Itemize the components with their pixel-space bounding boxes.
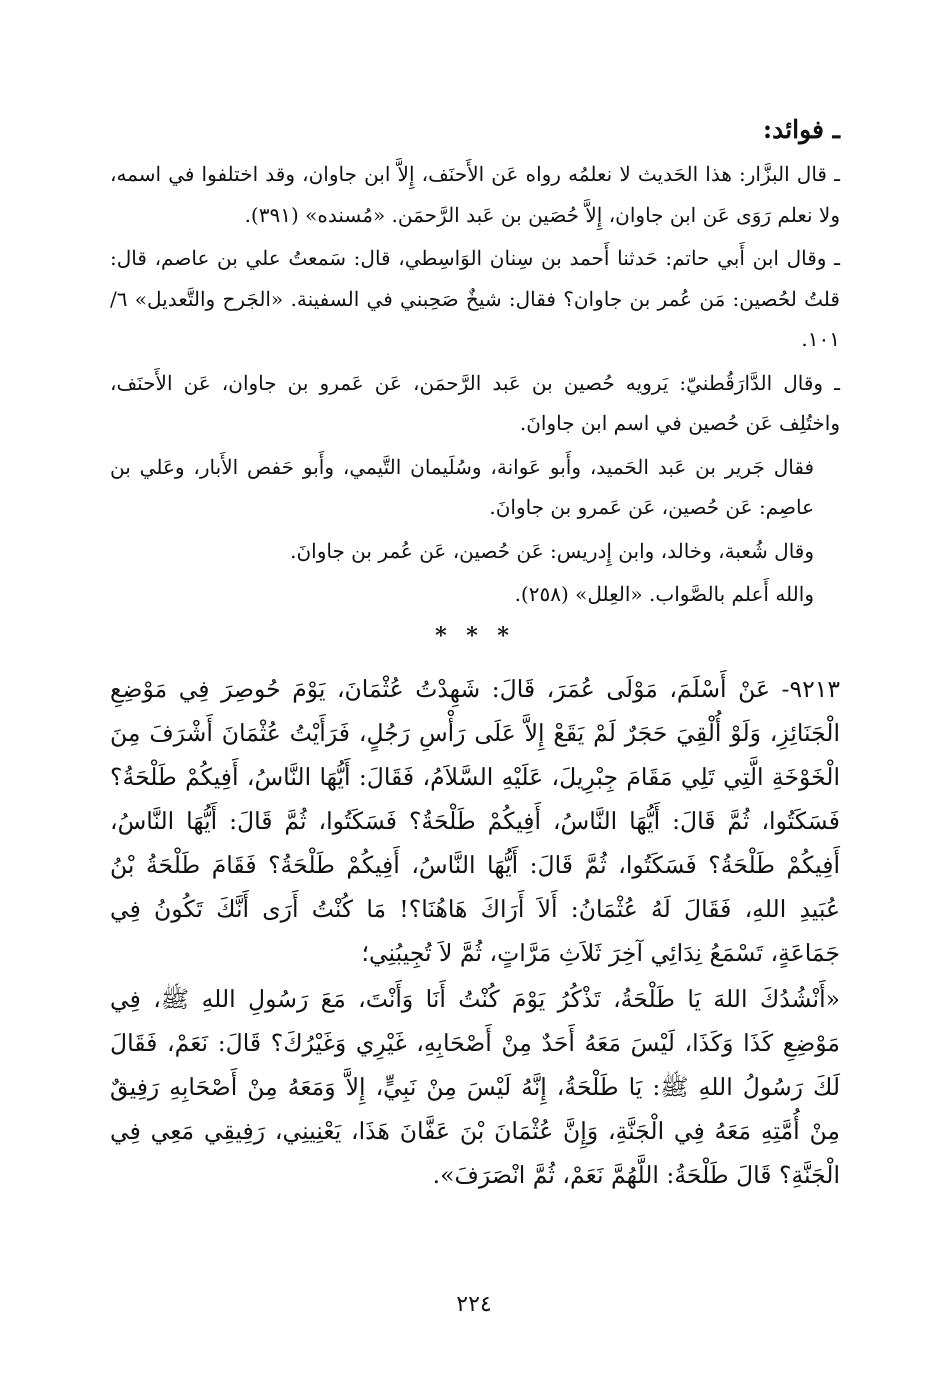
section-separator: * * * — [435, 622, 515, 649]
note-paragraph: والله أَعلم بالصَّواب. «العِلل» (٢٥٨). — [514, 582, 814, 606]
note-paragraph: ـ وقال الدَّارَقُطنيّ: يَرويه حُصين بن عَبد الرَّحمَن، عَن عَمرو بن جاوان، عَن الأَحنَف، واختُلِف عَن حُصين في اسم ابن جاوانَ. — [110, 370, 840, 435]
notes-section — [110, 110, 840, 653]
hadith-paragraph: ٩٢١٣- عَنْ أَسْلَمَ، مَوْلَى عُمَرَ، قَالَ: شَهِدْتُ عُثْمَانَ، يَوْمَ حُوصِرَ فِي مَوْضِعِ الْجَنَائِزِ، وَلَوْ أُلْقِيَ حَجَرٌ لَمْ يَقَعْ إِلاَّ عَلَى رَأْسِ رَجُلٍ، فَرَأَيْتُ عُثْمَانَ أَشْرَفَ مِنَ الْخَوْخَةِ الَّتِي تَلِي مَقَامَ جِبْرِيلَ، عَلَيْهِ السَّلاَمُ، فَقَالَ: أَيُّهَا النَّاسُ، أَفِيكُمْ طَلْحَةُ؟ فَسَكَتُوا، ثُمَّ قَالَ: أَيُّهَا النَّاسُ، أَفِيكُمْ طَلْحَةُ؟ فَسَكَتُوا، ثُمَّ قَالَ: أَيُّهَا النَّاسُ، أَفِيكُمْ طَلْحَةُ؟ فَسَكَتُوا، ثُمَّ قَالَ: أَيُّهَا النَّاسُ، أَفِيكُمْ طَلْحَةُ؟ فَقَامَ طَلْحَةُ بْنُ عُبَيدِ اللهِ، فَقَالَ لَهُ عُثْمَانُ: أَلاَ أَرَاكَ هَاهُنَا؟! مَا كُنْتُ أَرَى أَنَّكَ تَكُونُ فِي جَمَاعَةٍ، تَسْمَعُ نِدَائِي آخِرَ ثَلاَثِ مَرَّاتٍ، ثُمَّ لاَ تُجِيبُنِي؛ — [110, 674, 840, 967]
note-paragraph: ـ قال البزَّار: هذا الحَديث لا نعلمُه رواه عَن الأَحنَف، إِلاَّ ابن جاوان، وقد اختلفوا في اسمه، ولا نعلم رَوَى عَن ابن جاوان، إِلاَّ حُصَين بن عَبد الرَّحمَن. «مُسنده» (٣٩١). — [110, 162, 840, 227]
hadith-paragraph: «أَنْشُدُكَ اللهَ يَا طَلْحَةُ، تَذْكُرُ يَوْمَ كُنْتُ أَنَا وَأَنْتَ، مَعَ رَسُولِ اللهِ ﷺ، فِي مَوْضِعِ كَذَا وَكَذَا، لَيْسَ مَعَهُ أَحَدٌ مِنْ أَصْحَابِهِ، غَيْرِي وَغَيْرُكَ؟ قَالَ: نَعَمْ، فَقَالَ لَكَ رَسُولُ اللهِ ﷺ: يَا طَلْحَةُ، إِنَّهُ لَيْسَ مِنْ نَبِيٍّ، إِلاَّ وَمَعَهُ مِنْ أَصْحَابِهِ رَفِيقٌ مِنْ أُمَّتِهِ مَعَهُ فِي الْجَنَّةِ، وَإِنَّ عُثْمَانَ بْنَ عَفَّانَ هَذَا، يَعْنِينِي، رَفِيقِي مَعِي فِي الْجَنَّةِ؟ قَالَ طَلْحَةُ: اللَّهُمَّ نَعَمْ، ثُمَّ انْصَرَفَ». — [110, 984, 840, 1189]
note-paragraph: فقال جَرير بن عَبد الحَميد، وأَبو عَوانة، وسُلَيمان التَّيمي، وأَبو حَفص الأَبار، وعَلي بن عاصِم: عَن حُصين، عَن عَمرو بن جاوانَ. — [110, 454, 814, 519]
page-content — [110, 110, 840, 1199]
page-number: ٢٢٤ — [456, 1292, 492, 1317]
note-paragraph: ـ وقال ابن أَبي حاتم: حَدثنا أَحمد بن سِنان الوَاسِطي، قال: سَمعتُ علي بن عاصم، قال: قلتُ لحُصين: مَن عُمر بن جاوان؟ فقال: شيخٌ صَحِبني في السفينة. «الجَرح والتَّعديل» ٦/ ١٠١. — [110, 246, 840, 351]
note-paragraph: وقال شُعبة، وخالد، وابن إِدريس: عَن حُصين، عَن عُمر بن جاوانَ. — [290, 538, 814, 563]
notes-heading: ـ فوائد: — [762, 115, 840, 144]
hadith-section — [110, 667, 840, 1197]
